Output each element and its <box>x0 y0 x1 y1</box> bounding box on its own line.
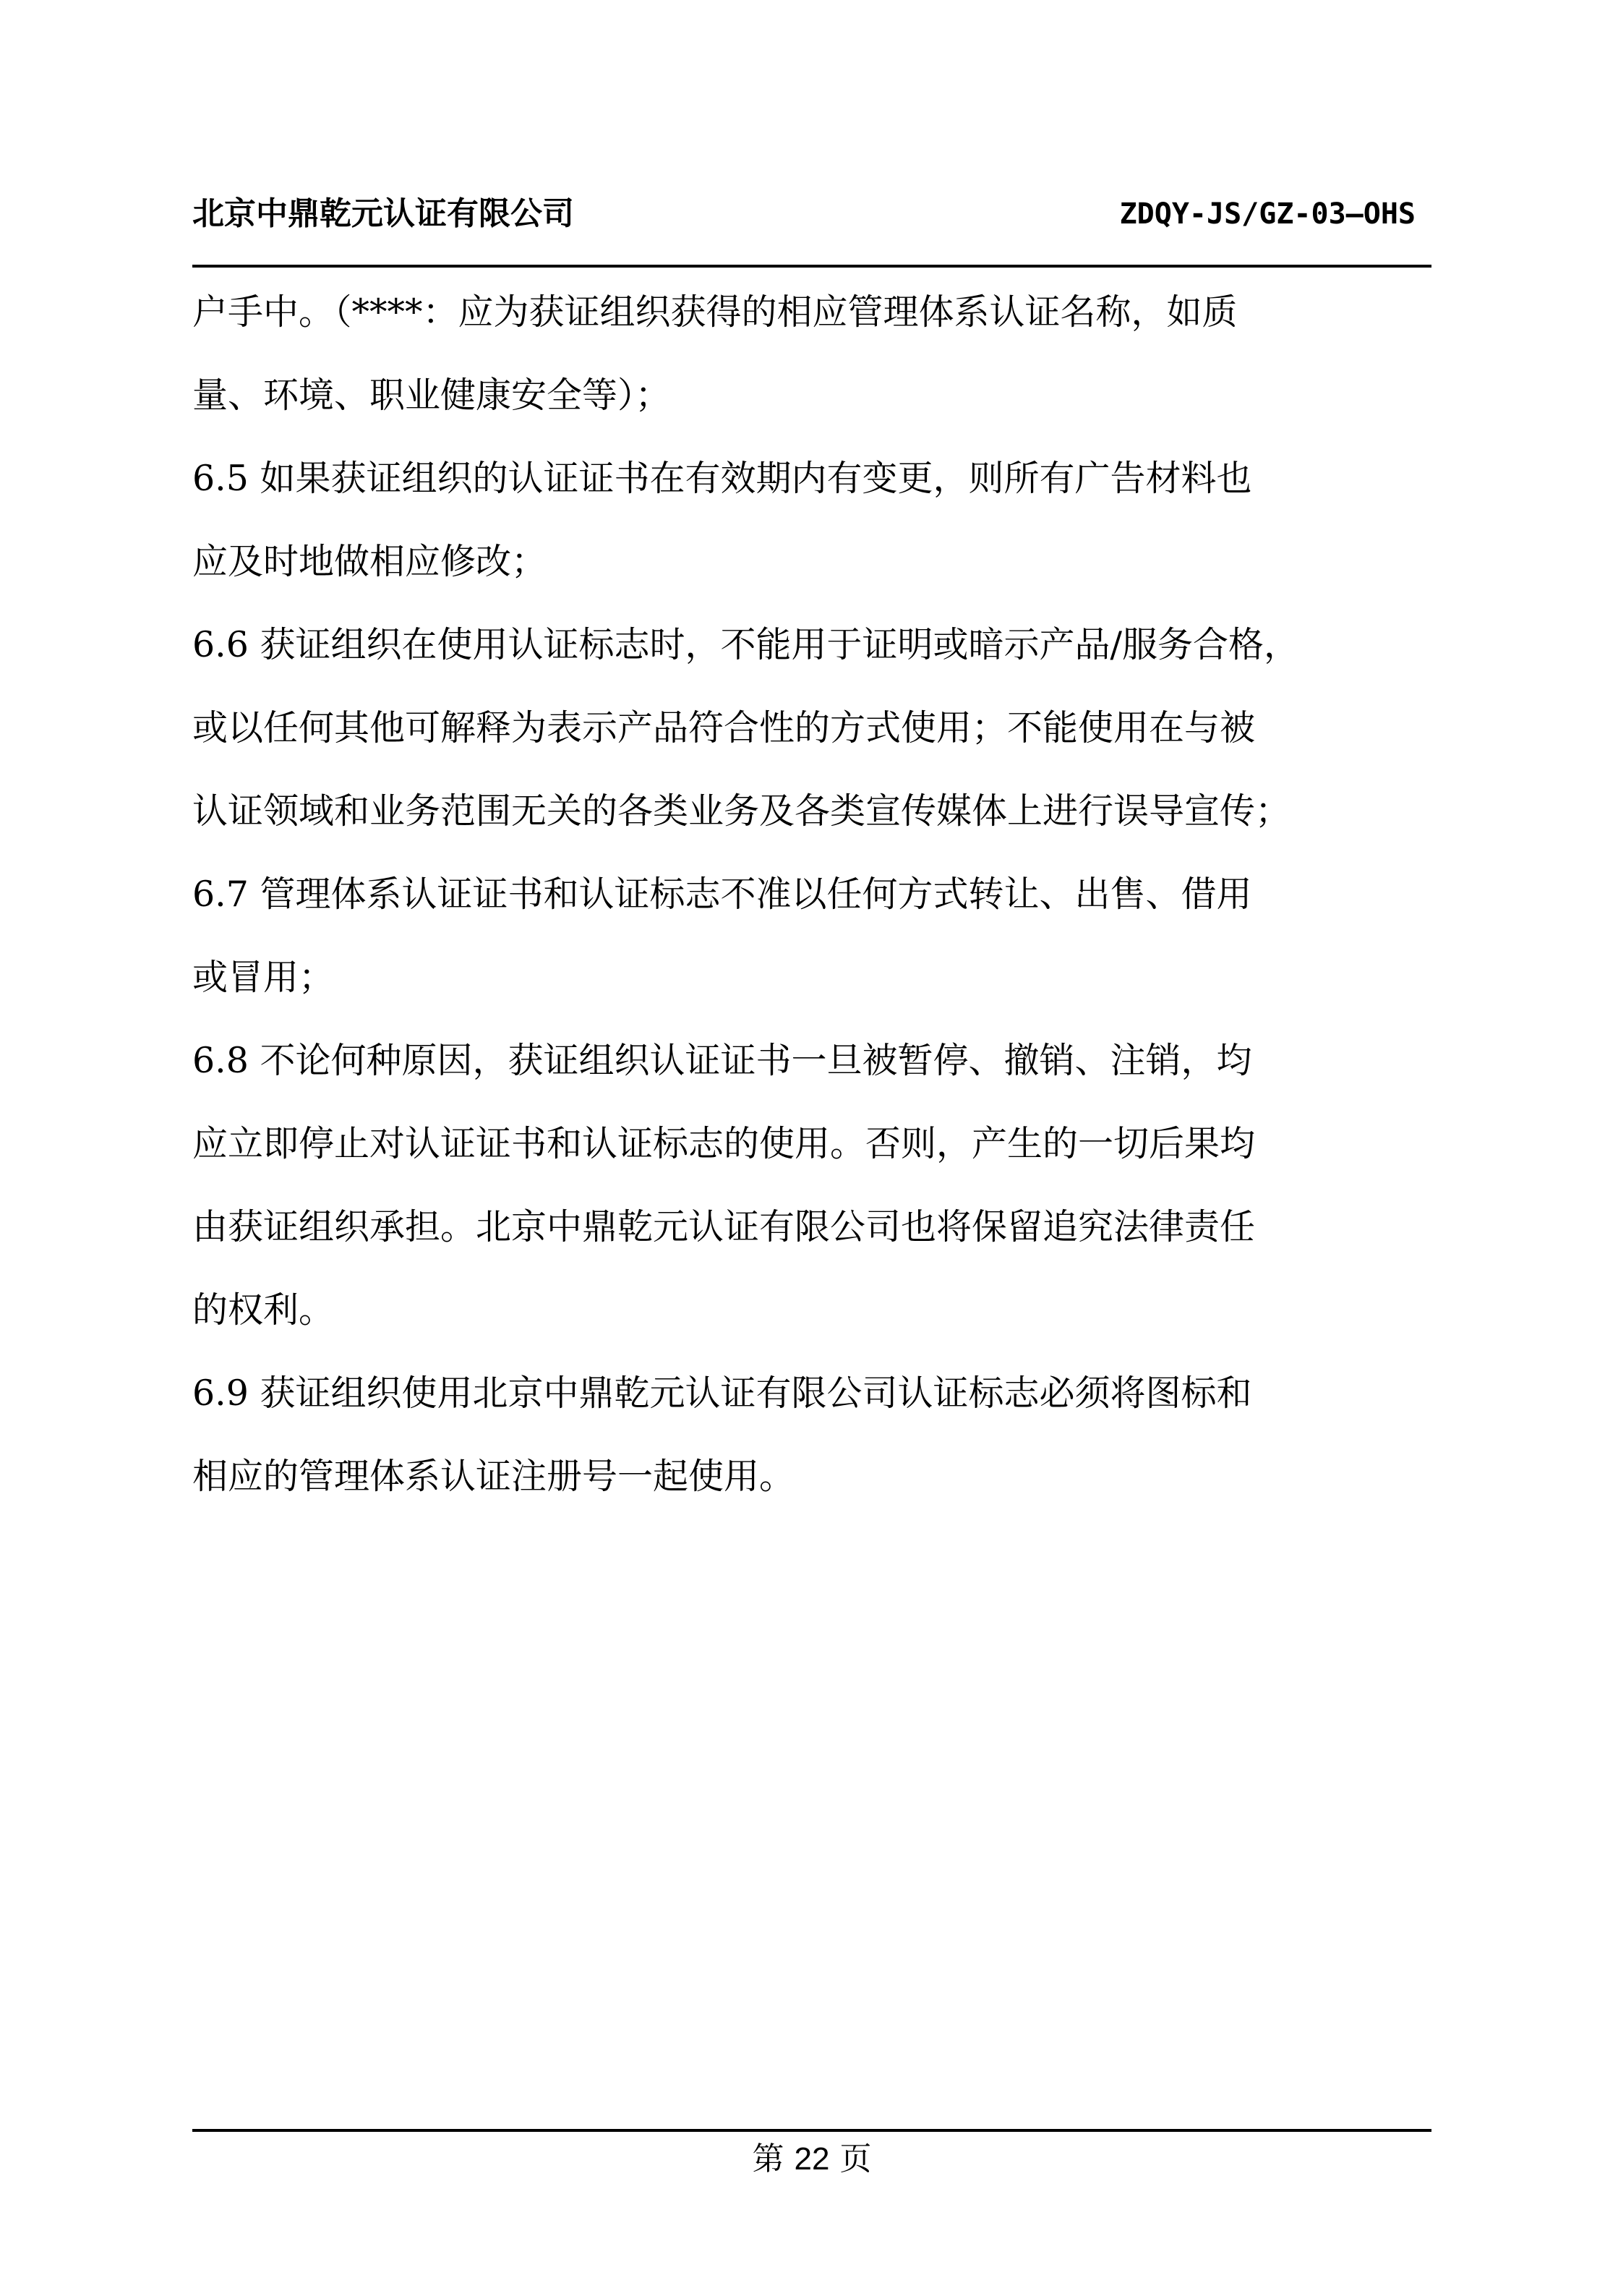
body-line: 应立即停止对认证证书和认证标志的使用。否则，产生的一切后果均 <box>192 1123 1256 1164</box>
body-line: 或冒用； <box>192 957 335 998</box>
header-divider <box>192 265 1431 268</box>
body-line: 或以任何其他可解释为表示产品符合性的方式使用；不能使用在与被 <box>192 707 1256 748</box>
header-document-code: ZDQY-JS/GZ-03—OHS <box>1119 197 1416 231</box>
body-line: 6.8 不论何种原因，获证组织认证证书一旦被暂停、撤销、注销，均 <box>192 1040 1252 1081</box>
body-line: 6.6 获证组织在使用认证标志时，不能用于证明或暗示产品/服务合格， <box>192 624 1300 665</box>
body-line: 由获证组织承担。北京中鼎乾元认证有限公司也将保留追究法律责任 <box>192 1206 1256 1247</box>
header-company-name: 北京中鼎乾元认证有限公司 <box>192 195 574 232</box>
body-text <box>192 270 1436 1518</box>
body-line: 6.7 管理体系认证证书和认证标志不准以任何方式转让、出售、借用 <box>192 874 1252 915</box>
body-line: 6.5 如果获证组织的认证证书在有效期内有变更，则所有广告材料也 <box>192 458 1252 499</box>
body-line: 认证领域和业务范围无关的各类业务及各类宣传媒体上进行误导宣传； <box>192 790 1291 832</box>
footer-divider <box>192 2129 1431 2132</box>
body-line: 的权利。 <box>192 1289 335 1331</box>
body-line: 应及时地做相应修改； <box>192 541 547 582</box>
footer-page-suffix: 页 <box>839 2141 872 2177</box>
page-footer <box>192 2138 1431 2181</box>
footer-page-number: 22 <box>794 2141 830 2177</box>
body-line: 户手中。（****：应为获证组织获得的相应管理体系认证名称，如质 <box>192 291 1238 333</box>
body-line: 量、环境、职业健康安全等）； <box>192 375 671 416</box>
footer-page-prefix: 第 <box>752 2141 784 2177</box>
body-line: 相应的管理体系认证注册号一起使用。 <box>192 1456 795 1497</box>
body-line: 6.9 获证组织使用北京中鼎乾元认证有限公司认证标志必须将图标和 <box>192 1373 1252 1414</box>
page-header <box>192 192 1431 236</box>
